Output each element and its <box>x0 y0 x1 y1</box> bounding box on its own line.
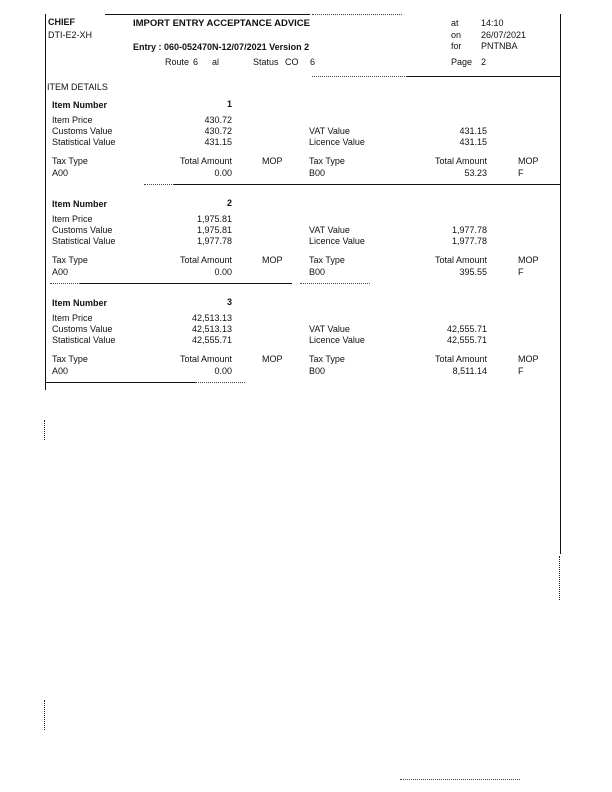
total-amount-header: Total Amount <box>434 156 487 166</box>
item-divider <box>174 184 560 185</box>
item-price-value: 42,513.13 <box>191 313 232 323</box>
date-value: 26/07/2021 <box>481 30 527 40</box>
vat-value-label: VAT Value <box>309 324 350 334</box>
tax-type-value: A00 <box>52 267 69 277</box>
total-amount-header: Total Amount <box>179 354 232 364</box>
item-number-value: 1 <box>226 99 232 109</box>
total-amount-value: 0.00 <box>214 168 232 178</box>
date-label: on <box>451 30 462 40</box>
tax-type-value: B00 <box>309 267 326 277</box>
licence-value: 1,977.78 <box>451 236 487 246</box>
statistical-value: 42,555.71 <box>191 335 232 345</box>
total-amount-header: Total Amount <box>434 354 487 364</box>
system-name: CHIEF <box>48 17 75 27</box>
time-label: at <box>451 18 459 28</box>
page-number: 2 <box>481 57 487 67</box>
customs-value-label: Customs Value <box>52 225 113 235</box>
item-number-value: 2 <box>226 198 232 208</box>
licence-value: 42,555.71 <box>446 335 487 345</box>
item-divider-dotted <box>195 382 245 383</box>
tax-type-value: A00 <box>52 168 69 178</box>
customs-value: 1,975.81 <box>196 225 232 235</box>
tax-type-value: A00 <box>52 366 69 376</box>
route-suffix: al <box>212 57 220 67</box>
left-border <box>45 14 46 390</box>
item-price-label: Item Price <box>52 214 93 224</box>
for-value: PNTNBA <box>481 41 518 51</box>
item-price-value: 430.72 <box>204 115 232 125</box>
item-divider-dotted <box>50 283 80 284</box>
status-suffix: 6 <box>310 57 316 67</box>
mop-value: F <box>518 267 524 277</box>
customs-value-label: Customs Value <box>52 324 113 334</box>
tax-type-value: B00 <box>309 168 326 178</box>
tax-type-header: Tax Type <box>52 156 88 166</box>
customs-value: 430.72 <box>204 126 232 136</box>
report-code: DTI-E2-XH <box>48 30 93 40</box>
for-label: for <box>451 41 462 51</box>
vat-value: 431.15 <box>459 126 487 136</box>
total-amount-value: 395.55 <box>459 267 487 277</box>
vat-value: 1,977.78 <box>451 225 487 235</box>
tax-type-header: Tax Type <box>309 156 345 166</box>
total-amount-value: 53.23 <box>464 168 487 178</box>
total-amount-header: Total Amount <box>434 255 487 265</box>
licence-value: 431.15 <box>459 137 487 147</box>
vat-value: 42,555.71 <box>446 324 487 334</box>
item-number-label: Item Number <box>52 100 108 110</box>
document-title: IMPORT ENTRY ACCEPTANCE ADVICE <box>133 18 310 29</box>
tax-type-header: Tax Type <box>309 354 345 364</box>
scan-mark <box>400 779 520 780</box>
time-value: 14:10 <box>481 18 504 28</box>
header-divider-dotted <box>312 76 407 77</box>
licence-value-label: Licence Value <box>309 335 365 345</box>
statistical-value-label: Statistical Value <box>52 335 116 345</box>
item-price-label: Item Price <box>52 313 93 323</box>
tax-type-header: Tax Type <box>52 354 88 364</box>
mop-header: MOP <box>262 156 283 166</box>
scan-mark <box>44 700 46 730</box>
item-divider-dotted <box>144 184 174 185</box>
total-amount-value: 0.00 <box>214 366 232 376</box>
header-top-rule <box>105 14 310 15</box>
vat-value-label: VAT Value <box>309 225 350 235</box>
item-number-label: Item Number <box>52 199 108 209</box>
statistical-value-label: Statistical Value <box>52 137 116 147</box>
tax-type-header: Tax Type <box>309 255 345 265</box>
statistical-value: 1,977.78 <box>196 236 232 246</box>
left-border-dotted <box>44 420 46 440</box>
right-border-dotted <box>559 556 561 600</box>
total-amount-header: Total Amount <box>179 255 232 265</box>
mop-value: F <box>518 168 524 178</box>
mop-value: F <box>518 366 524 376</box>
tax-type-header: Tax Type <box>52 255 88 265</box>
mop-header: MOP <box>518 156 539 166</box>
item-price-label: Item Price <box>52 115 93 125</box>
right-border <box>560 14 561 554</box>
header-top-rule-dotted <box>312 14 402 15</box>
status-value: CO <box>285 57 299 67</box>
customs-value: 42,513.13 <box>191 324 232 334</box>
vat-value-label: VAT Value <box>309 126 350 136</box>
item-divider <box>45 382 195 383</box>
status-label: Status <box>253 57 279 67</box>
item-divider <box>80 283 292 284</box>
licence-value-label: Licence Value <box>309 236 365 246</box>
customs-value-label: Customs Value <box>52 126 113 136</box>
route-label: Route <box>165 57 190 67</box>
item-number-value: 3 <box>226 297 232 307</box>
section-title: ITEM DETAILS <box>47 82 108 92</box>
route-value: 6 <box>193 57 199 67</box>
statistical-value: 431.15 <box>204 137 232 147</box>
mop-header: MOP <box>262 354 283 364</box>
total-amount-header: Total Amount <box>179 156 232 166</box>
mop-header: MOP <box>518 255 539 265</box>
entry-reference: Entry : 060-052470N-12/07/2021 Version 2 <box>133 42 310 52</box>
item-price-value: 1,975.81 <box>196 214 232 224</box>
total-amount-value: 0.00 <box>214 267 232 277</box>
item-number-label: Item Number <box>52 298 108 308</box>
total-amount-value: 8,511.14 <box>452 366 487 376</box>
licence-value-label: Licence Value <box>309 137 365 147</box>
page-label: Page <box>451 57 473 67</box>
item-divider-dotted <box>300 283 370 284</box>
statistical-value-label: Statistical Value <box>52 236 116 246</box>
tax-type-value: B00 <box>309 366 326 376</box>
mop-header: MOP <box>262 255 283 265</box>
mop-header: MOP <box>518 354 539 364</box>
header-divider <box>407 76 560 77</box>
